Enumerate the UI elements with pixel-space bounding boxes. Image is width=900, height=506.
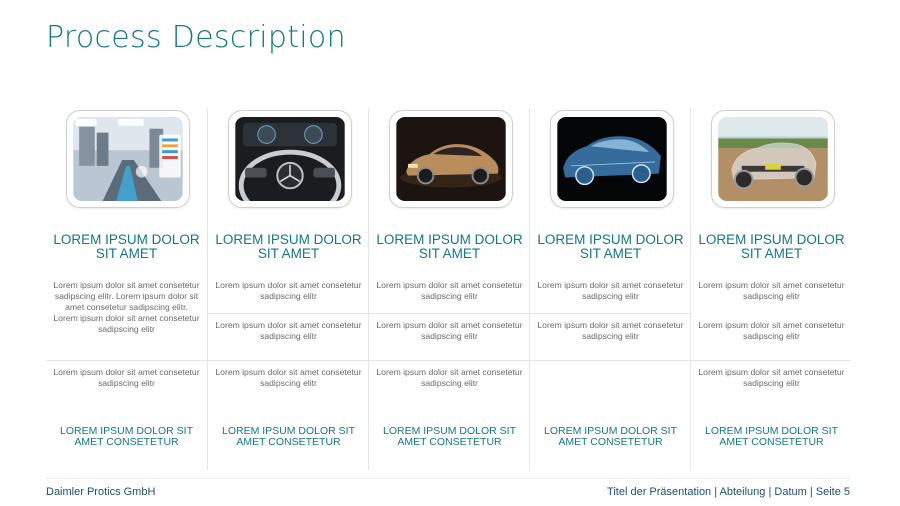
process-step-4 <box>529 108 690 470</box>
row-divider <box>207 313 690 314</box>
step-text-3: Lorem ipsum dolor sit amet consetetur sadipscing elitr <box>698 367 845 388</box>
xray-car-image <box>557 117 667 201</box>
process-step-3 <box>368 108 529 470</box>
step-text-1: Lorem ipsum dolor sit amet consetetur sadipscing elitr <box>376 280 523 301</box>
process-step-5 <box>690 108 851 470</box>
process-columns <box>46 108 851 470</box>
row-divider <box>46 360 851 361</box>
step-4-thumbnail[interactable] <box>550 110 674 208</box>
step-2-thumbnail[interactable] <box>228 110 352 208</box>
step-text-2: Lorem ipsum dolor sit amet consetetur sadipscing elitr <box>215 320 362 341</box>
step-3-thumbnail[interactable] <box>389 110 513 208</box>
steering-wheel-image <box>235 117 345 201</box>
footer-divider <box>46 478 851 479</box>
traffic-ar-navigation-image <box>73 117 183 201</box>
step-text-2: Lorem ipsum dolor sit amet consetetur sadipscing elitr <box>376 320 523 341</box>
coupe-car-image <box>396 117 506 201</box>
footer-company: Daimler Protics GmbH <box>46 486 156 498</box>
step-link[interactable]: LOREM IPSUM DOLOR SIT AMET CONSETETUR <box>704 425 839 448</box>
step-link[interactable]: LOREM IPSUM DOLOR SIT AMET CONSETETUR <box>382 425 517 448</box>
step-heading: LOREM IPSUM DOLOR SIT AMET <box>215 232 362 261</box>
step-text-1: Lorem ipsum dolor sit amet consetetur sadipscing elitr <box>215 280 362 301</box>
step-5-thumbnail[interactable] <box>711 110 835 208</box>
step-text-1: Lorem ipsum dolor sit amet consetetur sadipscing elitr. Lorem ipsum dolor sit amet consetetur sadipscing elitr. Lorem ipsum dolor sit amet consetetur sadipscing elitr <box>53 280 200 334</box>
step-1-thumbnail[interactable] <box>66 110 190 208</box>
step-text-2: Lorem ipsum dolor sit amet consetetur sadipscing elitr <box>698 320 845 341</box>
footer-meta: Titel der Präsentation | Abteilung | Datum | Seite 5 <box>607 486 850 498</box>
step-text-1: Lorem ipsum dolor sit amet consetetur sadipscing elitr <box>698 280 845 301</box>
process-step-1 <box>46 108 207 470</box>
transparent-chassis-image <box>718 117 828 201</box>
step-text-3: Lorem ipsum dolor sit amet consetetur sadipscing elitr <box>376 367 523 388</box>
step-heading: LOREM IPSUM DOLOR SIT AMET <box>698 232 845 261</box>
step-link[interactable]: LOREM IPSUM DOLOR SIT AMET CONSETETUR <box>59 425 194 448</box>
step-link[interactable]: LOREM IPSUM DOLOR SIT AMET CONSETETUR <box>543 425 678 448</box>
step-heading: LOREM IPSUM DOLOR SIT AMET <box>53 232 200 261</box>
step-text-1: Lorem ipsum dolor sit amet consetetur sadipscing elitr <box>537 280 684 301</box>
step-text-3: Lorem ipsum dolor sit amet consetetur sadipscing elitr <box>215 367 362 388</box>
step-heading: LOREM IPSUM DOLOR SIT AMET <box>537 232 684 261</box>
process-step-2 <box>207 108 368 470</box>
page-title: Process Description <box>46 20 346 55</box>
step-text-2: Lorem ipsum dolor sit amet consetetur sadipscing elitr <box>537 320 684 341</box>
step-text-3: Lorem ipsum dolor sit amet consetetur sadipscing elitr <box>53 367 200 388</box>
step-heading: LOREM IPSUM DOLOR SIT AMET <box>376 232 523 261</box>
step-link[interactable]: LOREM IPSUM DOLOR SIT AMET CONSETETUR <box>221 425 356 448</box>
